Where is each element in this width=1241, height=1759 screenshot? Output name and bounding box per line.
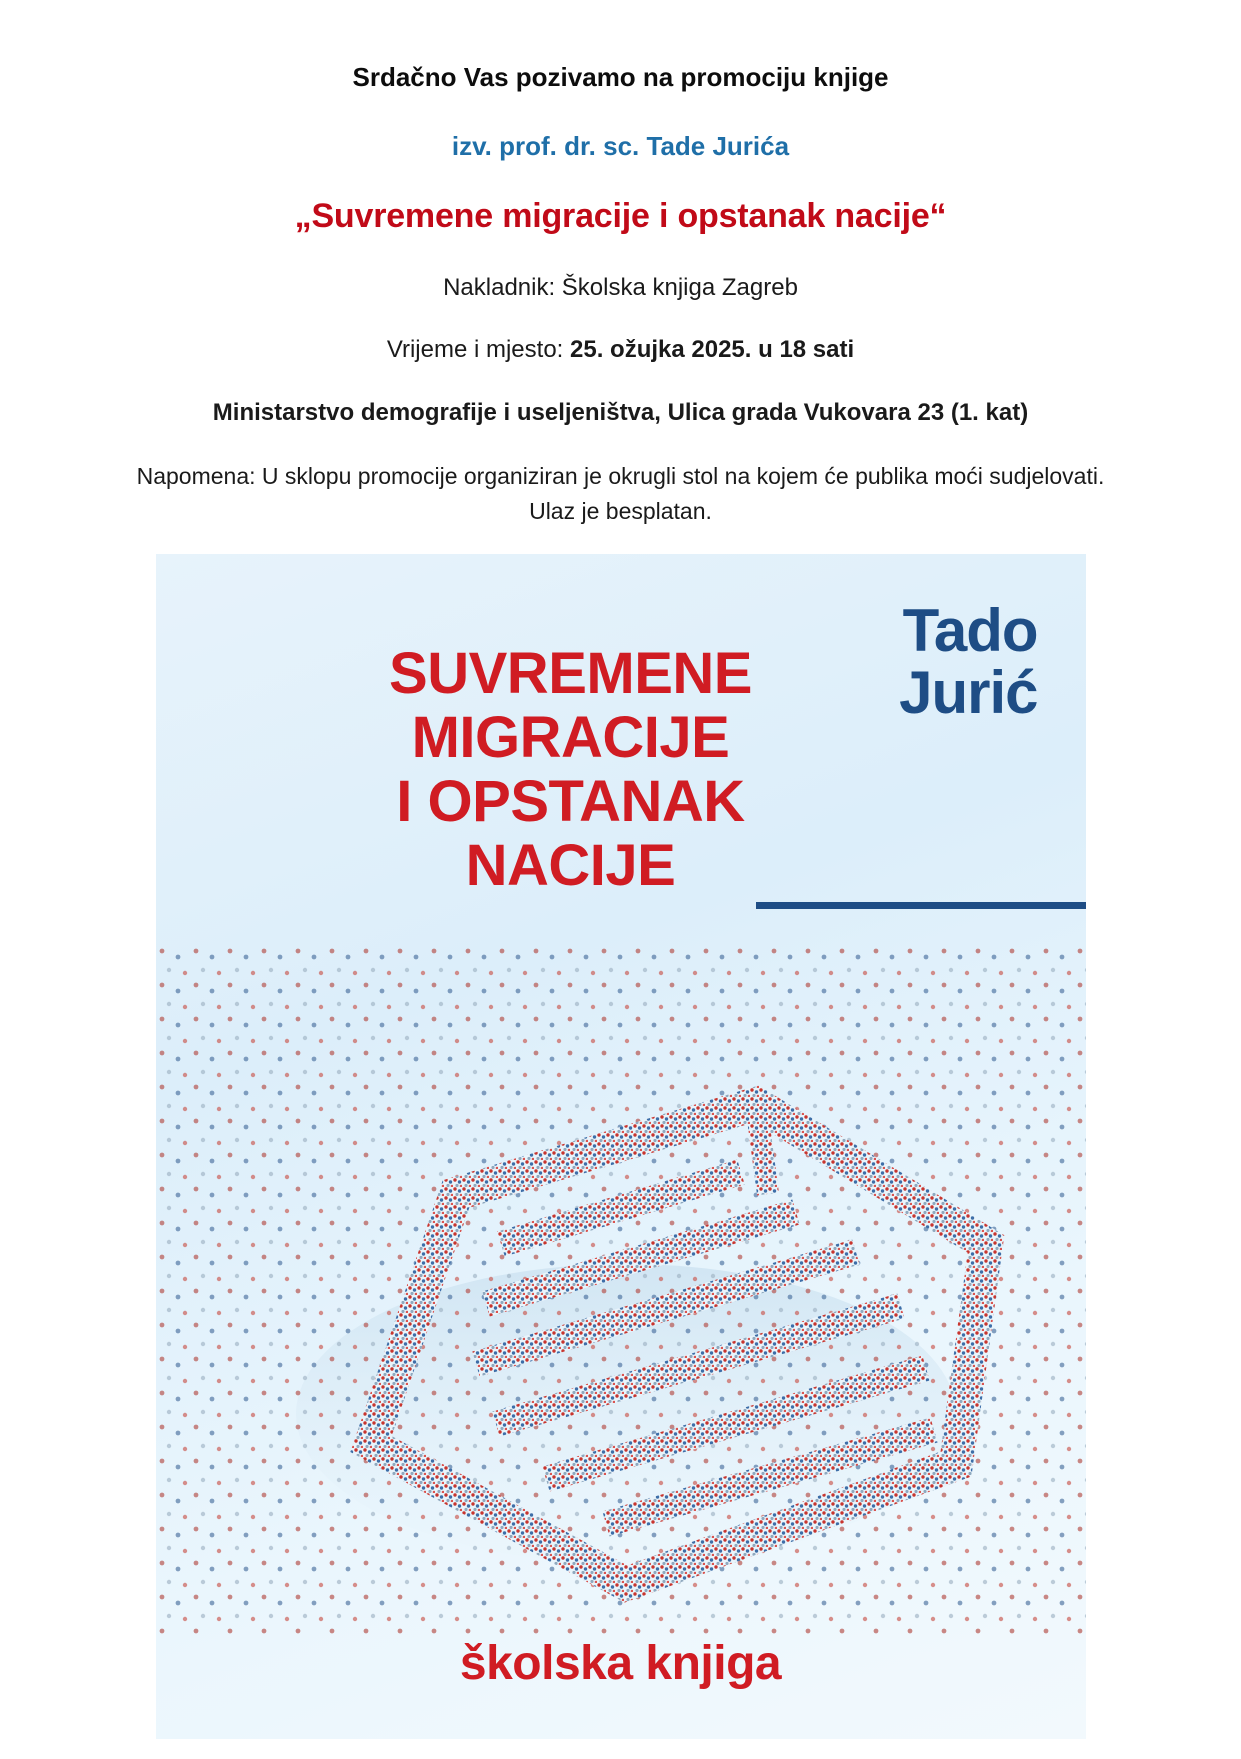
note-line: Napomena: U sklopu promocije organiziran je okrugli stol na kojem će publika moći sudjelovati. Ulaz je besplatan.	[136, 463, 1105, 524]
cover-divider-rule	[756, 902, 1086, 909]
author-line: izv. prof. dr. sc. Tade Jurića	[451, 131, 790, 162]
cover-author-first: Tado	[902, 597, 1038, 665]
cover-title	[156, 642, 1086, 897]
crowd-illustration	[156, 944, 1086, 1634]
cover-title-line-2: MIGRACIJE	[411, 705, 730, 771]
book-cover-container	[80, 554, 1161, 1739]
cover-title-line-1: SUVREMENE	[389, 641, 752, 707]
datetime-line	[80, 334, 1161, 366]
book-title-line: „Suvremene migracije i opstanak nacije“	[294, 197, 947, 236]
book-cover	[156, 554, 1086, 1739]
datetime-label: Vrijeme i mjesto:	[386, 336, 570, 364]
invitation-text-block	[80, 60, 1161, 528]
cover-publisher-logo: školska knjiga	[459, 1637, 782, 1691]
cover-title-line-4: NACIJE	[465, 832, 676, 898]
publisher-line: Nakladnik: Školska knjiga Zagreb	[443, 274, 798, 302]
invitation-line: Srdačno Vas pozivamo na promociju knjige	[352, 62, 889, 92]
cover-author-last: Jurić	[899, 659, 1038, 727]
cover-title-line-3: I OPSTANAK	[396, 768, 745, 834]
venue-line: Ministarstvo demografije i useljeništva, Ulica grada Vukovara 23 (1. kat)	[212, 398, 1029, 426]
datetime-value: 25. ožujka 2025. u 18 sati	[570, 336, 855, 364]
